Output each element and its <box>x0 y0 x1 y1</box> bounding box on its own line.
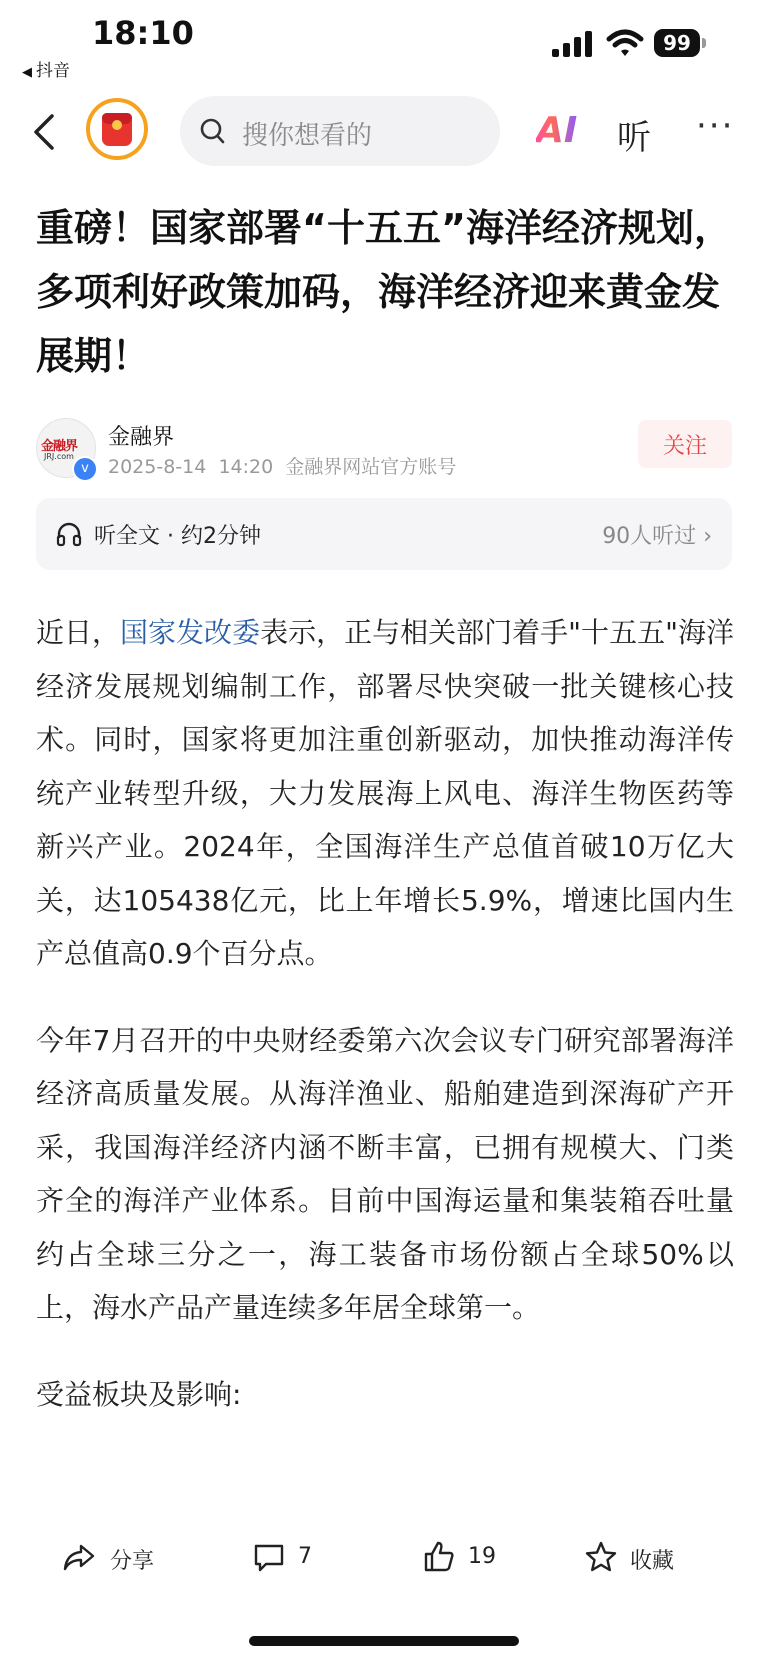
back-app-label: 抖音 <box>36 61 70 81</box>
likes-count: 19 <box>468 1544 496 1569</box>
back-arrow-icon[interactable] <box>30 112 60 152</box>
publish-meta <box>108 452 456 479</box>
article-body <box>36 606 734 1454</box>
ndrc-link[interactable]: 国家发改委 <box>120 616 261 649</box>
thumbs-up-icon <box>422 1540 456 1574</box>
back-triangle-icon: ◀ <box>22 65 32 80</box>
top-nav-bar <box>0 92 768 172</box>
red-packet-coin <box>112 120 122 130</box>
account-description: 金融界网站官方账号 <box>285 456 457 478</box>
avatar-logo-text: 金融界 <box>41 439 78 454</box>
share-button[interactable] <box>62 1538 162 1578</box>
search-placeholder: 搜你想看的 <box>242 121 373 151</box>
more-options-button[interactable]: ··· <box>696 106 735 146</box>
comments-button[interactable] <box>252 1538 322 1578</box>
red-packet-icon[interactable] <box>86 98 148 160</box>
battery-icon <box>654 29 706 57</box>
comments-count: 7 <box>298 1544 312 1569</box>
publish-time: 14:20 <box>218 456 274 478</box>
share-label: 分享 <box>110 1549 155 1574</box>
status-bar <box>0 0 768 84</box>
author-name[interactable]: 金融界 <box>108 425 175 450</box>
back-to-app-link[interactable] <box>22 56 70 81</box>
p1-prefix: 近日， <box>36 616 121 649</box>
author-row <box>36 418 732 482</box>
listen-full-text-label: 听全文 · 约2分钟 <box>94 524 261 549</box>
article-paragraph-1 <box>36 606 734 981</box>
listener-count <box>602 519 712 550</box>
battery-level: 99 <box>654 29 700 57</box>
ai-button[interactable]: AI <box>536 110 578 151</box>
status-time: 18:10 <box>92 14 194 52</box>
home-indicator[interactable] <box>249 1636 519 1646</box>
favorite-label: 收藏 <box>630 1549 675 1574</box>
verified-badge-icon: v <box>72 456 98 482</box>
search-bar[interactable] <box>180 96 500 166</box>
comment-icon <box>252 1540 286 1574</box>
star-icon <box>584 1540 618 1574</box>
battery-nub <box>702 38 706 48</box>
p1-text: 表示，正与相关部门着手"十五五"海洋经济发展规划编制工作，部署尽快突破一批关键核心技术。同时，国家将更加注重创新驱动，加快推动海洋传统产业转型升级，大力发展海上风电、海洋生物医药等新兴产业。2024年，全国海洋生产总值首破10万亿大关，达105438亿元，比上年增长5.9%，增速比国内生产总值高0.9个百分点。 <box>36 616 734 970</box>
article-title: 重磅！国家部署“十五五”海洋经济规划，多项利好政策加码，海洋经济迎来黄金发展期！ <box>36 206 732 378</box>
favorite-button[interactable] <box>584 1538 684 1578</box>
headphones-icon <box>56 521 82 547</box>
search-icon <box>200 118 226 146</box>
avatar-logo-subtext: JRJ.com <box>44 452 74 461</box>
listen-full-text-bar[interactable] <box>36 498 732 570</box>
publish-date: 2025-8-14 <box>108 456 207 478</box>
cellular-signal-icon <box>552 31 594 57</box>
article-paragraph-2: 今年7月召开的中央财经委第六次会议专门研究部署海洋经济高质量发展。从海洋渔业、船舶建造到深海矿产开采，我国海洋经济内涵不断丰富，已拥有规模大、门类齐全的海洋产业体系。目前中国海运量和集装箱吞吐量约占全球三分之一，海工装备市场份额占全球50%以上，海水产品产量连续多年居全球第一。 <box>36 1023 734 1324</box>
listener-count-text: 90人听过 <box>602 524 697 549</box>
wifi-icon <box>606 28 644 58</box>
bottom-action-bar <box>0 1518 768 1598</box>
follow-button[interactable]: 关注 <box>638 420 732 468</box>
share-icon <box>62 1540 96 1574</box>
article-paragraph-3: 受益板块及影响: <box>36 1377 242 1411</box>
like-button[interactable] <box>422 1538 502 1578</box>
listen-button[interactable]: 听 <box>617 118 651 158</box>
chevron-right-icon: › <box>703 524 712 549</box>
